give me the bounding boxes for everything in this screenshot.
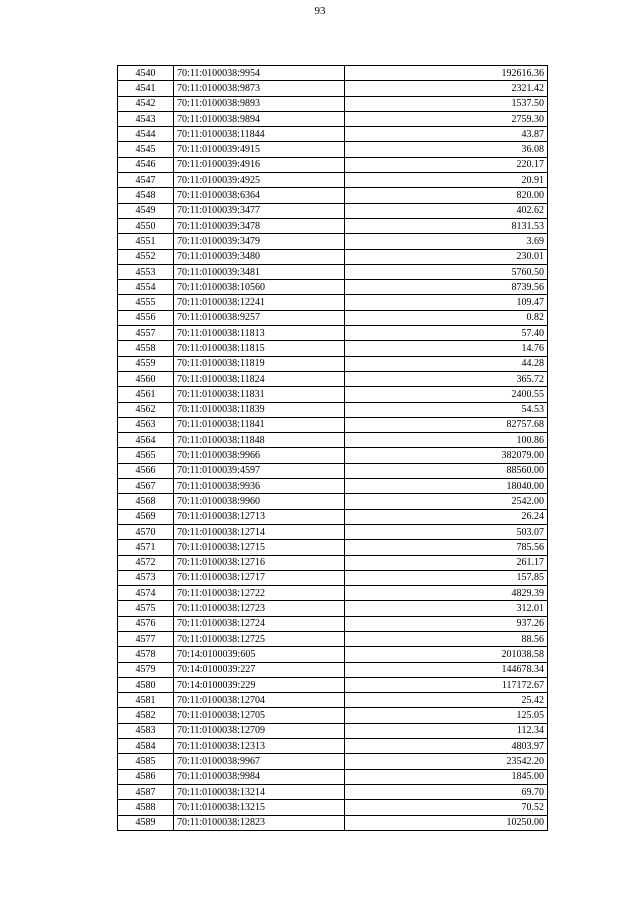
area-value-cell: 785.56 — [345, 540, 548, 555]
cadastral-number-cell: 70:11:0100038:12715 — [174, 540, 345, 555]
area-value-cell: 54.53 — [345, 402, 548, 417]
area-value-cell: 57.40 — [345, 326, 548, 341]
table-row — [118, 402, 548, 417]
cadastral-number-cell: 70:11:0100038:13214 — [174, 784, 345, 799]
table-row — [118, 739, 548, 754]
table-row — [118, 677, 548, 692]
row-number-cell: 4579 — [118, 662, 174, 677]
table-row — [118, 417, 548, 432]
row-number-cell: 4570 — [118, 524, 174, 539]
row-number-cell: 4569 — [118, 509, 174, 524]
cadastral-number-cell: 70:11:0100038:11824 — [174, 371, 345, 386]
area-value-cell: 8739.56 — [345, 280, 548, 295]
area-value-cell: 3.69 — [345, 234, 548, 249]
table-row — [118, 111, 548, 126]
area-value-cell: 43.87 — [345, 127, 548, 142]
cadastral-number-cell: 70:11:0100038:6364 — [174, 188, 345, 203]
cadastral-number-cell: 70:11:0100038:12717 — [174, 570, 345, 585]
table-row — [118, 234, 548, 249]
table-row — [118, 555, 548, 570]
row-number-cell: 4577 — [118, 631, 174, 646]
cadastral-number-cell: 70:14:0100039:229 — [174, 677, 345, 692]
row-number-cell: 4541 — [118, 81, 174, 96]
row-number-cell: 4549 — [118, 203, 174, 218]
table-row — [118, 769, 548, 784]
row-number-cell: 4554 — [118, 280, 174, 295]
row-number-cell: 4586 — [118, 769, 174, 784]
row-number-cell: 4587 — [118, 784, 174, 799]
table-row — [118, 448, 548, 463]
cadastral-number-cell: 70:11:0100038:11815 — [174, 341, 345, 356]
table-row — [118, 264, 548, 279]
table-row — [118, 142, 548, 157]
table-row — [118, 784, 548, 799]
table-row — [118, 157, 548, 172]
row-number-cell: 4543 — [118, 111, 174, 126]
area-value-cell: 23542.20 — [345, 754, 548, 769]
cadastral-number-cell: 70:11:0100038:11839 — [174, 402, 345, 417]
table-row — [118, 433, 548, 448]
table-row — [118, 540, 548, 555]
table-row — [118, 616, 548, 631]
cadastral-number-cell: 70:11:0100039:4915 — [174, 142, 345, 157]
area-value-cell: 4829.39 — [345, 586, 548, 601]
table-row — [118, 356, 548, 371]
row-number-cell: 4559 — [118, 356, 174, 371]
cadastral-number-cell: 70:11:0100038:12713 — [174, 509, 345, 524]
cadastral-number-cell: 70:11:0100038:12716 — [174, 555, 345, 570]
cadastral-number-cell: 70:11:0100039:4925 — [174, 173, 345, 188]
table-row — [118, 800, 548, 815]
area-value-cell: 14.76 — [345, 341, 548, 356]
cadastral-number-cell: 70:11:0100038:12709 — [174, 723, 345, 738]
cadastral-number-cell: 70:11:0100038:9984 — [174, 769, 345, 784]
row-number-cell: 4583 — [118, 723, 174, 738]
area-value-cell: 10250.00 — [345, 815, 548, 830]
table-row — [118, 218, 548, 233]
table-row — [118, 310, 548, 325]
table-row — [118, 509, 548, 524]
cadastral-number-cell: 70:11:0100038:9967 — [174, 754, 345, 769]
page-number: 93 — [314, 5, 326, 17]
cadastral-number-cell: 70:11:0100038:9873 — [174, 81, 345, 96]
area-value-cell: 937.26 — [345, 616, 548, 631]
area-value-cell: 88.56 — [345, 631, 548, 646]
cadastral-number-cell: 70:11:0100038:11813 — [174, 326, 345, 341]
table-row — [118, 815, 548, 830]
area-value-cell: 82757.68 — [345, 417, 548, 432]
cadastral-number-cell: 70:11:0100039:3481 — [174, 264, 345, 279]
cadastral-number-cell: 70:14:0100039:605 — [174, 647, 345, 662]
table-row — [118, 662, 548, 677]
cadastral-number-cell: 70:11:0100038:12823 — [174, 815, 345, 830]
area-value-cell: 70.52 — [345, 800, 548, 815]
table-row — [118, 723, 548, 738]
cadastral-number-cell: 70:11:0100038:12725 — [174, 631, 345, 646]
row-number-cell: 4589 — [118, 815, 174, 830]
cadastral-number-cell: 70:11:0100038:9894 — [174, 111, 345, 126]
row-number-cell: 4562 — [118, 402, 174, 417]
area-value-cell: 402.62 — [345, 203, 548, 218]
row-number-cell: 4548 — [118, 188, 174, 203]
cadastral-number-cell: 70:11:0100038:11819 — [174, 356, 345, 371]
cadastral-number-cell: 70:11:0100038:11841 — [174, 417, 345, 432]
table-row — [118, 66, 548, 81]
table-row — [118, 586, 548, 601]
area-value-cell: 2321.42 — [345, 81, 548, 96]
table-row — [118, 708, 548, 723]
cadastral-number-cell: 70:11:0100038:9257 — [174, 310, 345, 325]
row-number-cell: 4561 — [118, 387, 174, 402]
row-number-cell: 4585 — [118, 754, 174, 769]
row-number-cell: 4584 — [118, 739, 174, 754]
cadastral-number-cell: 70:11:0100038:12704 — [174, 693, 345, 708]
cadastral-number-cell: 70:11:0100039:3477 — [174, 203, 345, 218]
area-value-cell: 192616.36 — [345, 66, 548, 81]
table-row — [118, 387, 548, 402]
row-number-cell: 4540 — [118, 66, 174, 81]
area-value-cell: 1845.00 — [345, 769, 548, 784]
cadastral-number-cell: 70:11:0100038:12722 — [174, 586, 345, 601]
row-number-cell: 4573 — [118, 570, 174, 585]
area-value-cell: 820.00 — [345, 188, 548, 203]
area-value-cell: 201038.58 — [345, 647, 548, 662]
row-number-cell: 4578 — [118, 647, 174, 662]
area-value-cell: 2759.30 — [345, 111, 548, 126]
area-value-cell: 503.07 — [345, 524, 548, 539]
table-row — [118, 601, 548, 616]
cadastral-number-cell: 70:11:0100039:4597 — [174, 463, 345, 478]
cadastral-number-cell: 70:11:0100038:12723 — [174, 601, 345, 616]
cadastral-number-cell: 70:11:0100039:3479 — [174, 234, 345, 249]
table-row — [118, 693, 548, 708]
row-number-cell: 4574 — [118, 586, 174, 601]
row-number-cell: 4546 — [118, 157, 174, 172]
area-value-cell: 26.24 — [345, 509, 548, 524]
table-row — [118, 479, 548, 494]
row-number-cell: 4553 — [118, 264, 174, 279]
area-value-cell: 312.01 — [345, 601, 548, 616]
table-row — [118, 188, 548, 203]
area-value-cell: 100.86 — [345, 433, 548, 448]
cadastral-number-cell: 70:11:0100038:9966 — [174, 448, 345, 463]
table-row — [118, 326, 548, 341]
cadastral-number-cell: 70:11:0100038:10560 — [174, 280, 345, 295]
cadastral-number-cell: 70:11:0100038:13215 — [174, 800, 345, 815]
cadastral-number-cell: 70:11:0100039:3480 — [174, 249, 345, 264]
cadastral-number-cell: 70:11:0100038:12241 — [174, 295, 345, 310]
area-value-cell: 144678.34 — [345, 662, 548, 677]
area-value-cell: 1537.50 — [345, 96, 548, 111]
row-number-cell: 4564 — [118, 433, 174, 448]
table-row — [118, 249, 548, 264]
area-value-cell: 2542.00 — [345, 494, 548, 509]
row-number-cell: 4576 — [118, 616, 174, 631]
cadastral-number-cell: 70:11:0100038:9960 — [174, 494, 345, 509]
cadastral-number-cell: 70:11:0100038:9893 — [174, 96, 345, 111]
area-value-cell: 109.47 — [345, 295, 548, 310]
row-number-cell: 4550 — [118, 218, 174, 233]
cadastral-number-cell: 70:11:0100039:3478 — [174, 218, 345, 233]
cadastral-number-cell: 70:11:0100038:9954 — [174, 66, 345, 81]
table-row — [118, 127, 548, 142]
area-value-cell: 230.01 — [345, 249, 548, 264]
row-number-cell: 4581 — [118, 693, 174, 708]
cadastral-number-cell: 70:11:0100038:11844 — [174, 127, 345, 142]
row-number-cell: 4555 — [118, 295, 174, 310]
row-number-cell: 4547 — [118, 173, 174, 188]
row-number-cell: 4582 — [118, 708, 174, 723]
area-value-cell: 4803.97 — [345, 739, 548, 754]
table-row — [118, 524, 548, 539]
row-number-cell: 4545 — [118, 142, 174, 157]
area-value-cell: 0.82 — [345, 310, 548, 325]
row-number-cell: 4566 — [118, 463, 174, 478]
row-number-cell: 4552 — [118, 249, 174, 264]
row-number-cell: 4551 — [118, 234, 174, 249]
row-number-cell: 4572 — [118, 555, 174, 570]
table-row — [118, 631, 548, 646]
area-value-cell: 8131.53 — [345, 218, 548, 233]
table-row — [118, 754, 548, 769]
area-value-cell: 157.85 — [345, 570, 548, 585]
cadastral-number-cell: 70:11:0100038:11831 — [174, 387, 345, 402]
area-value-cell: 25.42 — [345, 693, 548, 708]
area-value-cell: 69.70 — [345, 784, 548, 799]
cadastral-number-cell: 70:11:0100038:12724 — [174, 616, 345, 631]
area-value-cell: 365.72 — [345, 371, 548, 386]
cadastral-number-cell: 70:11:0100038:12705 — [174, 708, 345, 723]
cadastral-number-cell: 70:11:0100038:12714 — [174, 524, 345, 539]
row-number-cell: 4542 — [118, 96, 174, 111]
cadastral-number-cell: 70:11:0100038:9936 — [174, 479, 345, 494]
row-number-cell: 4556 — [118, 310, 174, 325]
area-value-cell: 88560.00 — [345, 463, 548, 478]
table-row — [118, 280, 548, 295]
table-row — [118, 341, 548, 356]
row-number-cell: 4567 — [118, 479, 174, 494]
area-value-cell: 44.28 — [345, 356, 548, 371]
row-number-cell: 4557 — [118, 326, 174, 341]
table-row — [118, 295, 548, 310]
row-number-cell: 4558 — [118, 341, 174, 356]
cadastral-number-cell: 70:11:0100038:11848 — [174, 433, 345, 448]
table-row — [118, 647, 548, 662]
row-number-cell: 4563 — [118, 417, 174, 432]
area-value-cell: 36.08 — [345, 142, 548, 157]
area-value-cell: 18040.00 — [345, 479, 548, 494]
row-number-cell: 4571 — [118, 540, 174, 555]
parcel-table-body — [118, 66, 548, 831]
area-value-cell: 2400.55 — [345, 387, 548, 402]
parcel-table — [117, 65, 548, 831]
table-row — [118, 203, 548, 218]
area-value-cell: 125.05 — [345, 708, 548, 723]
row-number-cell: 4568 — [118, 494, 174, 509]
cadastral-number-cell: 70:11:0100038:12313 — [174, 739, 345, 754]
row-number-cell: 4560 — [118, 371, 174, 386]
cadastral-number-cell: 70:11:0100039:4916 — [174, 157, 345, 172]
row-number-cell: 4588 — [118, 800, 174, 815]
area-value-cell: 220.17 — [345, 157, 548, 172]
table-row — [118, 81, 548, 96]
area-value-cell: 117172.67 — [345, 677, 548, 692]
row-number-cell: 4565 — [118, 448, 174, 463]
cadastral-number-cell: 70:14:0100039:227 — [174, 662, 345, 677]
row-number-cell: 4544 — [118, 127, 174, 142]
area-value-cell: 382079.00 — [345, 448, 548, 463]
area-value-cell: 5760.50 — [345, 264, 548, 279]
area-value-cell: 261.17 — [345, 555, 548, 570]
table-row — [118, 173, 548, 188]
row-number-cell: 4575 — [118, 601, 174, 616]
table-row — [118, 570, 548, 585]
table-row — [118, 371, 548, 386]
area-value-cell: 20.91 — [345, 173, 548, 188]
table-row — [118, 463, 548, 478]
area-value-cell: 112.34 — [345, 723, 548, 738]
table-row — [118, 494, 548, 509]
row-number-cell: 4580 — [118, 677, 174, 692]
table-row — [118, 96, 548, 111]
